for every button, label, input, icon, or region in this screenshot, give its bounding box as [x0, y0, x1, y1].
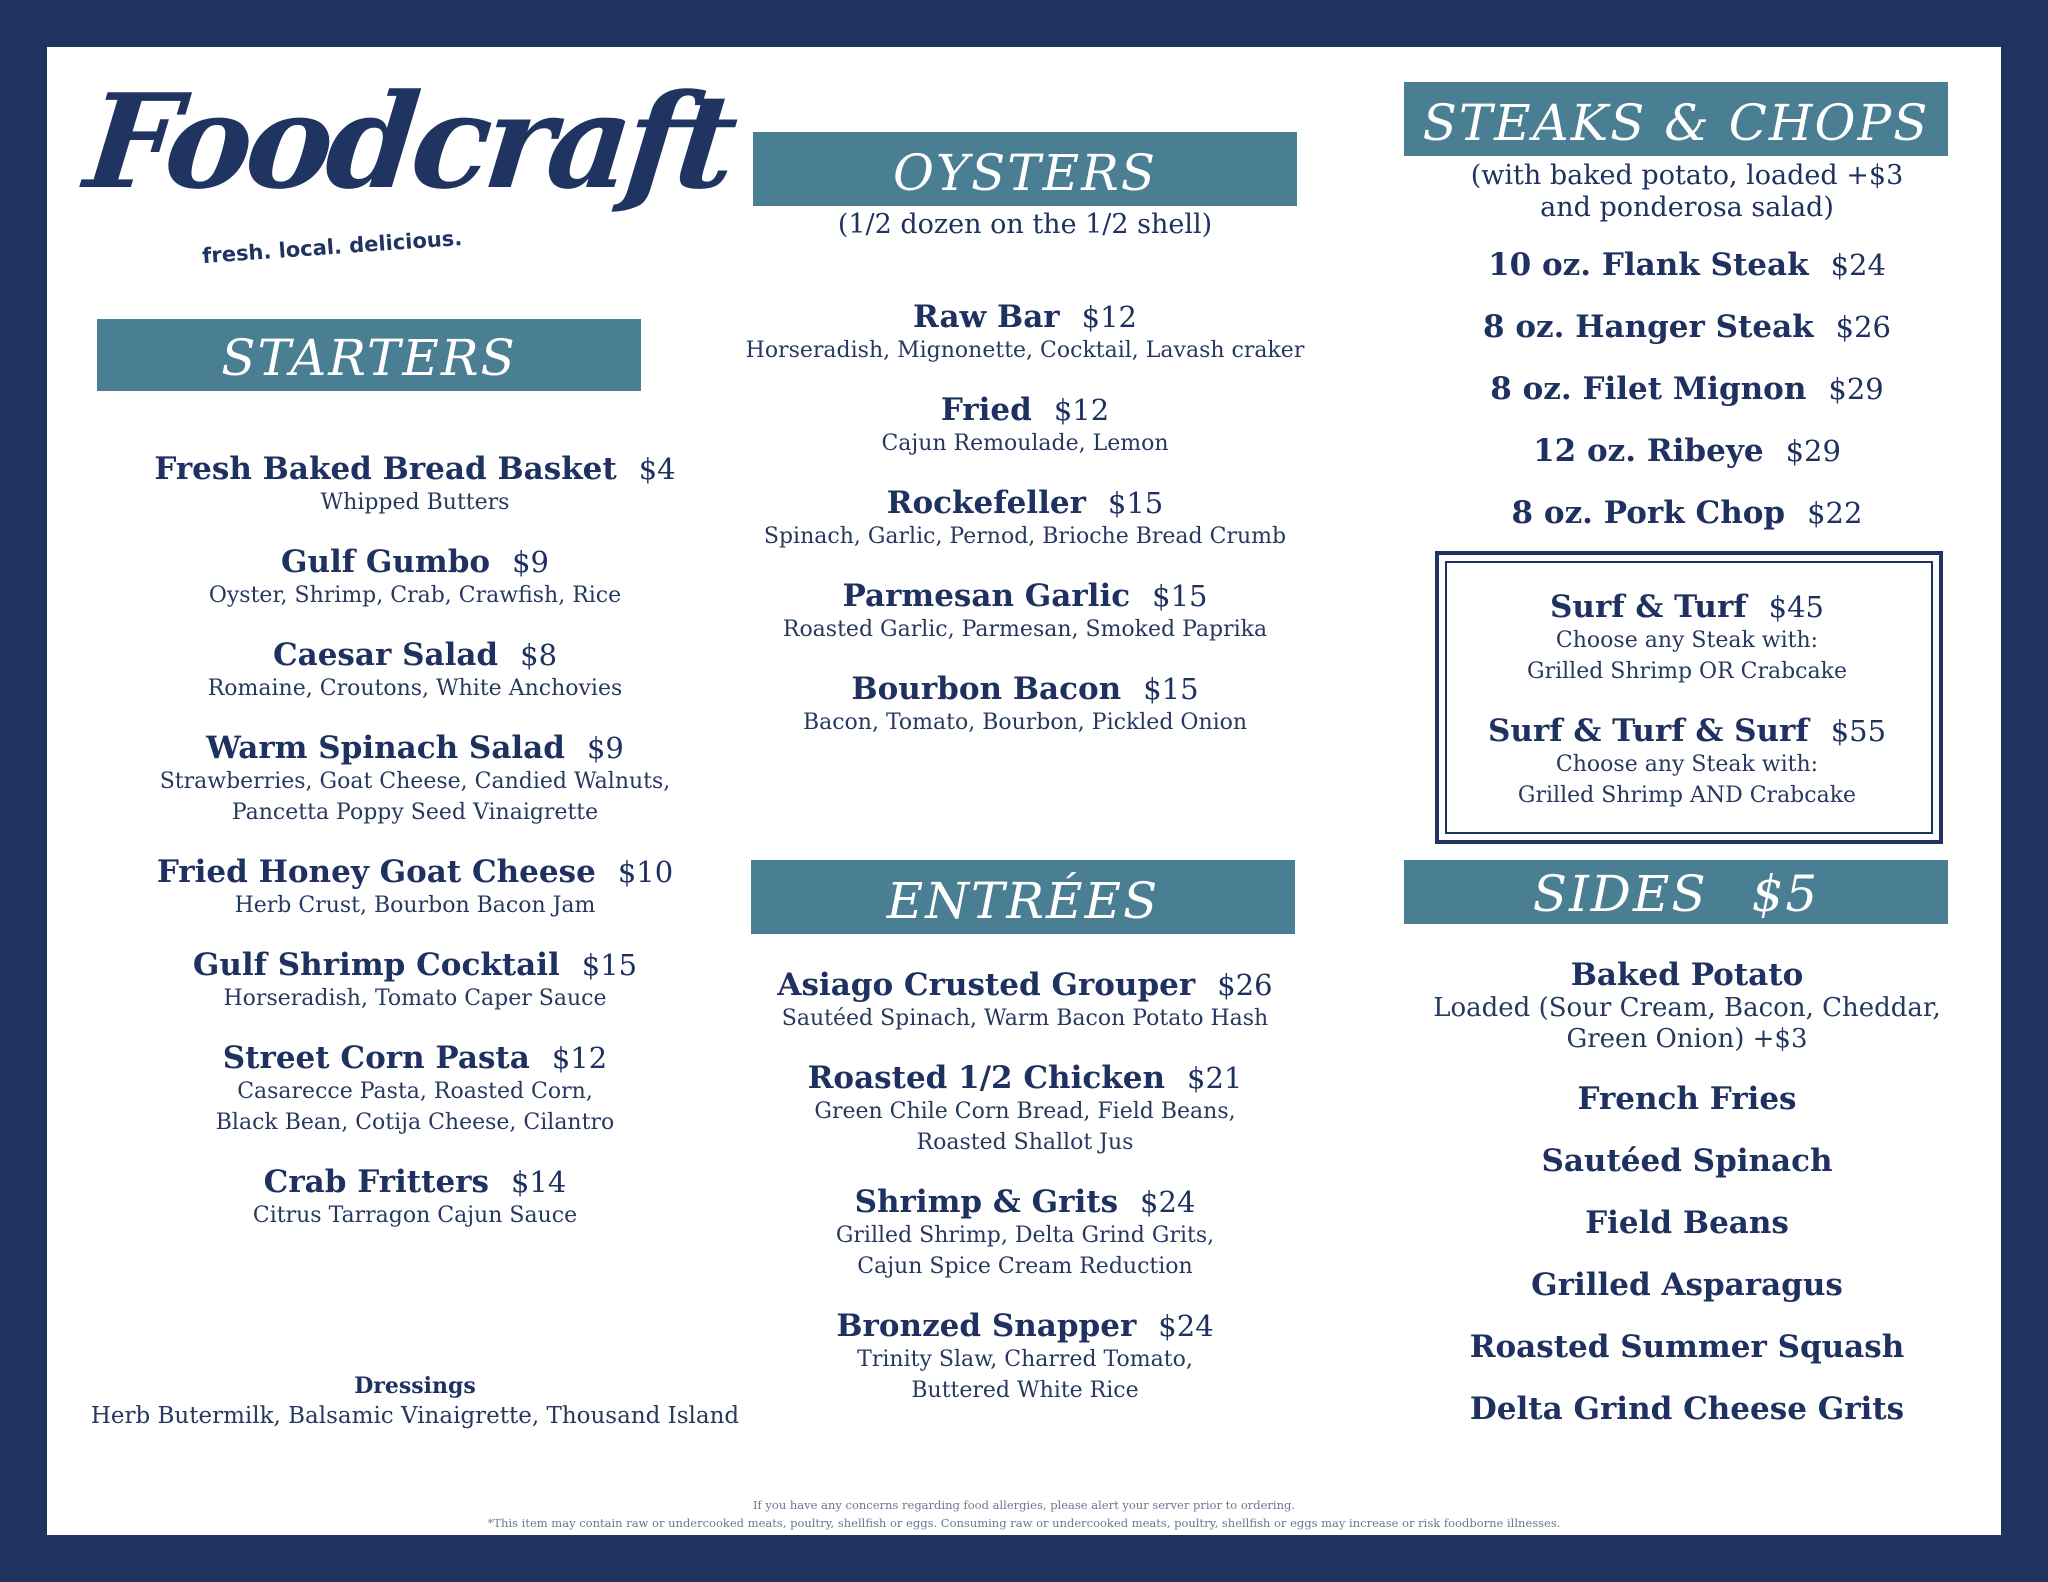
item-name: Rockefeller — [886, 485, 1086, 521]
item-price: $55 — [1830, 714, 1887, 748]
list-item — [1382, 1267, 1992, 1303]
item-name: Surf & Turf & Surf — [1487, 713, 1809, 749]
item-name: Street Corn Pasta — [222, 1040, 530, 1076]
dressings-block — [85, 1371, 745, 1432]
item-desc: Oyster, Shrimp, Crab, Crawfish, Rice — [208, 583, 622, 608]
item-name: Roasted Summer Squash — [1469, 1329, 1905, 1365]
menu-page — [47, 47, 2001, 1535]
item-price: $15 — [1107, 486, 1164, 520]
item-name: Field Beans — [1585, 1205, 1789, 1241]
item-name: Bourbon Bacon — [851, 671, 1122, 707]
item-desc: Cajun Spice Cream Reduction — [857, 1254, 1193, 1279]
item-name: 8 oz. Filet Mignon — [1490, 371, 1807, 407]
list-item — [85, 1040, 745, 1138]
item-price: $26 — [1835, 310, 1892, 344]
item-desc: Roasted Garlic, Parmesan, Smoked Paprika — [782, 617, 1268, 642]
list-item — [707, 1060, 1343, 1158]
item-price: $15 — [581, 948, 638, 982]
item-price: $15 — [1143, 672, 1199, 706]
allergy-note: If you have any concerns regarding food allergies, please alert your server prior to ordering. — [752, 1498, 1296, 1512]
entrees-list — [707, 47, 1343, 1487]
item-name: Gulf Gumbo — [281, 544, 491, 580]
item-price: $12 — [1053, 393, 1110, 427]
item-desc: Horseradish, Mignonette, Cocktail, Lavash craker — [745, 338, 1305, 363]
item-price: $29 — [1785, 434, 1841, 468]
item-name: Gulf Shrimp Cocktail — [192, 947, 560, 983]
item-name: Crab Fritters — [263, 1164, 489, 1200]
item-desc: Grilled Shrimp OR Crabcake — [1527, 659, 1847, 684]
steaks-subtitle-line: (with baked potato, loaded +$3 — [1470, 160, 1904, 191]
list-item — [707, 1308, 1343, 1406]
list-item — [1382, 1081, 1992, 1117]
dressings-title: Dressings — [354, 1373, 476, 1399]
item-desc: Sautéed Spinach, Warm Bacon Potato Hash — [781, 1006, 1269, 1031]
item-name: Bronzed Snapper — [836, 1308, 1137, 1344]
item-desc: Casarecce Pasta, Roasted Corn, — [237, 1079, 593, 1104]
list-item — [85, 947, 745, 1014]
item-name: Parmesan Garlic — [842, 578, 1131, 614]
item-price: $45 — [1768, 590, 1824, 624]
item-name: Fried Honey Goat Cheese — [156, 854, 596, 890]
list-item — [1382, 957, 1992, 1055]
starters-title: STARTERS — [221, 329, 517, 387]
item-desc: Herb Crust, Bourbon Bacon Jam — [234, 893, 596, 918]
list-item — [85, 637, 745, 704]
raw-food-disclaimer: *This item may contain raw or undercooked meats, poultry, shellfish or eggs. Consuming raw or undercooked meats, poultry, shellfish or eggs may increase or risk foodborne illnesses. — [487, 1516, 1561, 1530]
item-desc: Roasted Shallot Jus — [916, 1130, 1134, 1155]
sides-title: SIDES — [1532, 865, 1708, 923]
item-name: Grilled Asparagus — [1531, 1267, 1843, 1303]
item-desc: Spinach, Garlic, Pernod, Brioche Bread Crumb — [763, 524, 1287, 549]
sides-price: $5 — [1751, 865, 1820, 923]
item-desc: Citrus Tarragon Cajun Sauce — [252, 1203, 578, 1228]
item-price: $9 — [512, 545, 549, 579]
starters-list — [85, 47, 745, 1447]
item-name: Fried — [940, 392, 1032, 428]
item-desc: Grilled Shrimp, Delta Grind Grits, — [835, 1223, 1215, 1248]
list-item — [85, 854, 745, 921]
list-item — [1382, 1391, 1992, 1427]
item-desc: Green Onion) +$3 — [1566, 1024, 1808, 1054]
list-item — [85, 730, 745, 828]
item-price: $21 — [1187, 1061, 1243, 1095]
item-price: $9 — [586, 731, 624, 765]
item-name: Baked Potato — [1570, 957, 1804, 993]
item-name: Delta Grind Cheese Grits — [1469, 1391, 1905, 1427]
item-name: 10 oz. Flank Steak — [1488, 247, 1809, 283]
item-desc: Buttered White Rice — [911, 1378, 1139, 1403]
item-name: 12 oz. Ribeye — [1533, 433, 1764, 469]
list-item — [85, 1164, 745, 1231]
item-desc: Black Bean, Cotija Cheese, Cilantro — [215, 1110, 615, 1135]
item-desc: Cajun Remoulade, Lemon — [881, 431, 1169, 456]
item-name: Surf & Turf — [1550, 589, 1747, 625]
item-price: $24 — [1158, 1309, 1214, 1343]
item-name: 8 oz. Pork Chop — [1511, 495, 1786, 531]
item-name: Warm Spinach Salad — [206, 730, 565, 766]
item-name: 8 oz. Hanger Steak — [1482, 309, 1814, 345]
item-price: $26 — [1217, 968, 1273, 1002]
item-name: French Fries — [1577, 1081, 1797, 1117]
item-desc: Choose any Steak with: — [1555, 628, 1819, 653]
item-name: Asiago Crusted Grouper — [777, 967, 1196, 1003]
steaks-subtitle-line: and ponderosa salad) — [1540, 192, 1834, 223]
item-desc: Choose any Steak with: — [1555, 752, 1819, 777]
sides-list — [1382, 47, 1992, 1487]
item-name: Fresh Baked Bread Basket — [154, 451, 617, 487]
item-desc: Horseradish, Tomato Caper Sauce — [223, 986, 607, 1011]
item-price: $8 — [520, 638, 558, 672]
oysters-title: OYSTERS — [893, 144, 1157, 202]
entrees-title: ENTRÉES — [886, 872, 1160, 930]
item-desc: Pancetta Poppy Seed Vinaigrette — [231, 800, 599, 825]
steaks-title: STEAKS & CHOPS — [1422, 94, 1930, 152]
list-item — [1382, 1329, 1992, 1365]
item-name: Sautéed Spinach — [1541, 1143, 1833, 1179]
item-name: Shrimp & Grits — [854, 1184, 1119, 1220]
list-item — [85, 451, 745, 518]
logo-tagline: fresh. local. delicious. — [201, 225, 463, 269]
list-item — [707, 1184, 1343, 1282]
item-price: $12 — [551, 1041, 608, 1075]
item-name: Caesar Salad — [272, 637, 499, 673]
item-price: $14 — [510, 1165, 567, 1199]
item-desc: Romaine, Croutons, White Anchovies — [207, 676, 623, 701]
item-desc: Whipped Butters — [320, 490, 510, 515]
item-desc: Grilled Shrimp AND Crabcake — [1517, 783, 1857, 808]
item-desc: Bacon, Tomato, Bourbon, Pickled Onion — [802, 710, 1248, 735]
list-item — [1382, 1205, 1992, 1241]
dressings-list: Herb Butermilk, Balsamic Vinaigrette, Thousand Island — [90, 1403, 740, 1429]
item-price: $22 — [1807, 496, 1863, 530]
item-price: $12 — [1081, 300, 1138, 334]
item-name: Raw Bar — [912, 299, 1060, 335]
item-price: $29 — [1828, 372, 1884, 406]
list-item — [1382, 1143, 1992, 1179]
item-price: $24 — [1140, 1185, 1196, 1219]
item-desc: Trinity Slaw, Charred Tomato, — [857, 1347, 1193, 1372]
item-desc: Strawberries, Goat Cheese, Candied Walnuts, — [159, 769, 671, 794]
item-price: $15 — [1152, 579, 1208, 613]
item-price: $24 — [1830, 248, 1886, 282]
item-price: $10 — [617, 855, 674, 889]
oysters-subtitle: (1/2 dozen on the 1/2 shell) — [837, 209, 1213, 240]
foodcraft-logo: Foodcraft — [79, 65, 739, 218]
list-item — [707, 967, 1343, 1034]
item-desc: Loaded (Sour Cream, Bacon, Cheddar, — [1433, 993, 1941, 1023]
list-item — [85, 544, 745, 611]
item-name: Roasted 1/2 Chicken — [807, 1060, 1165, 1096]
item-price: $4 — [638, 452, 676, 486]
item-desc: Green Chile Corn Bread, Field Beans, — [814, 1099, 1236, 1124]
